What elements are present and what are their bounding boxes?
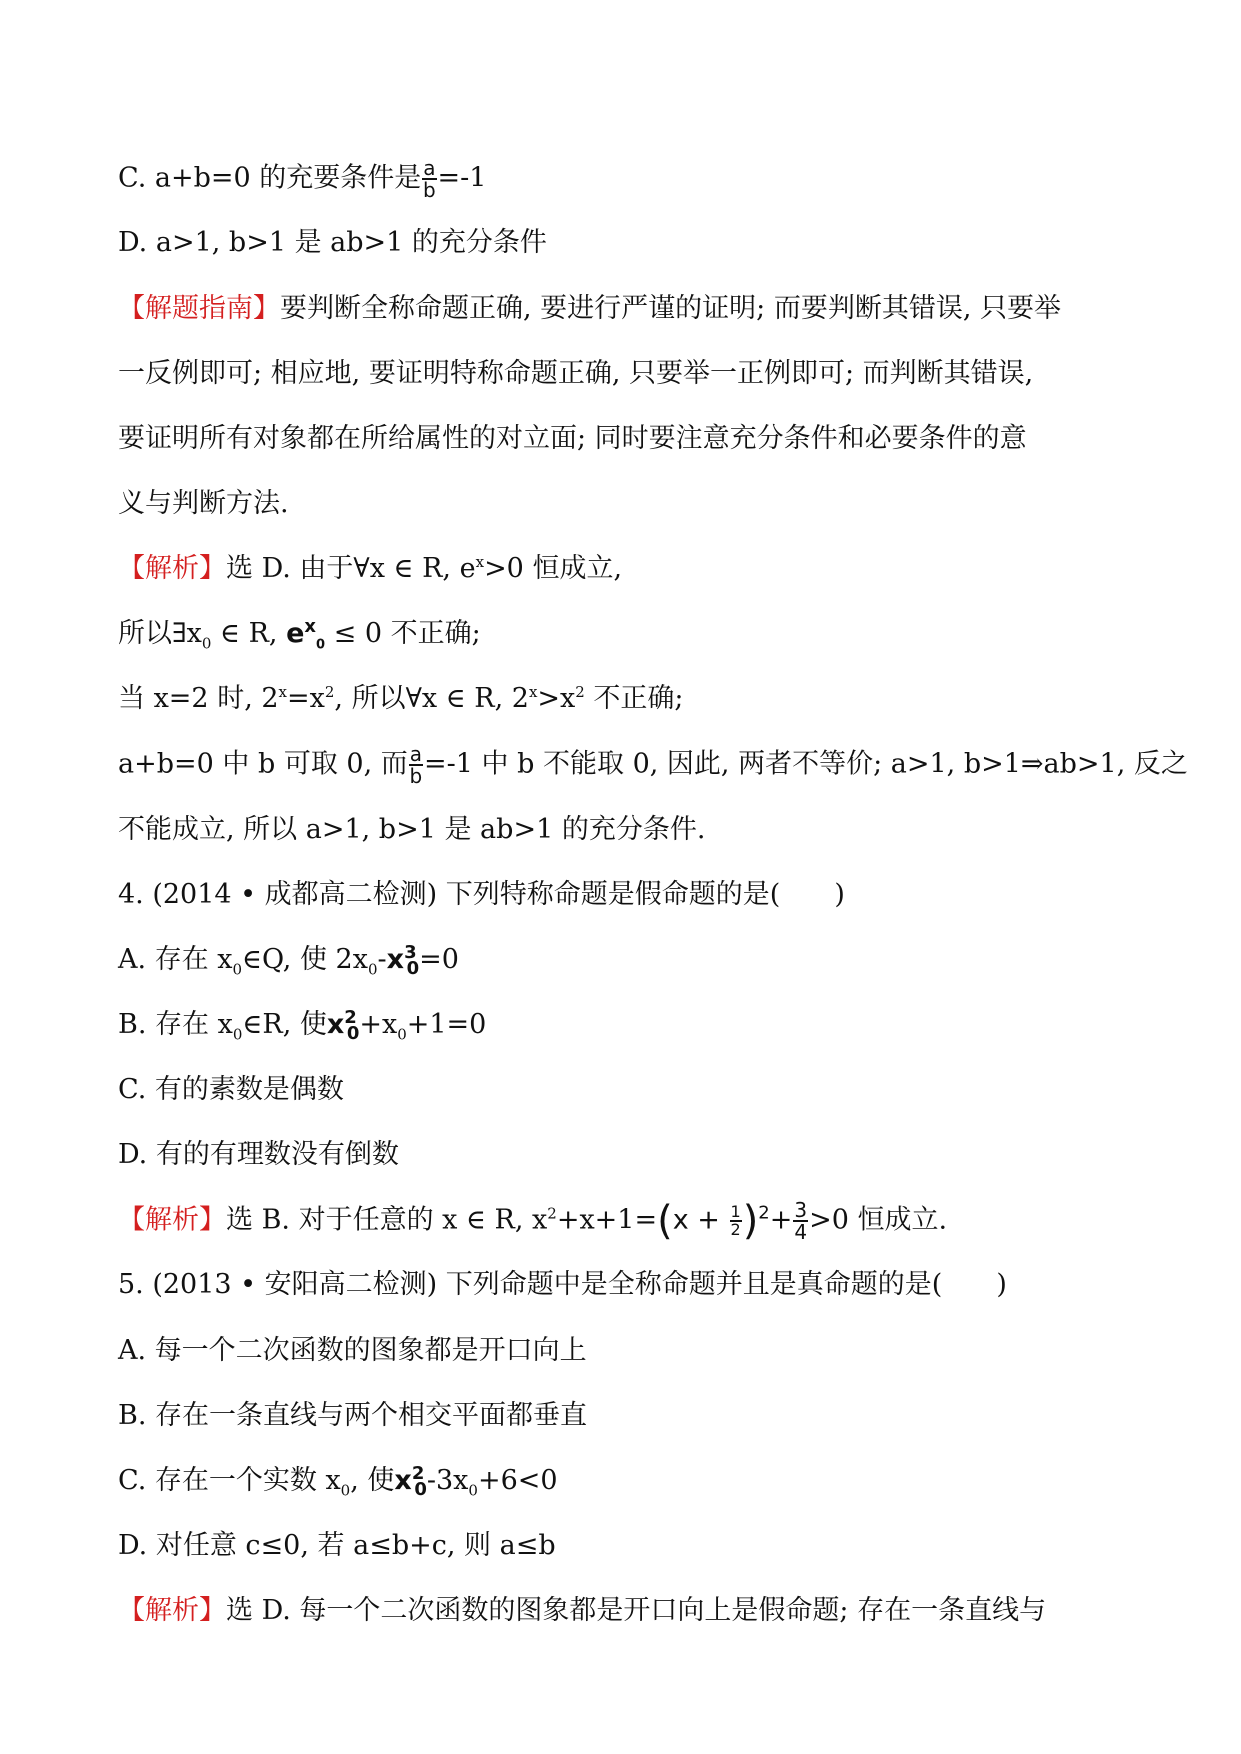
text: B. 存在 x [118,1009,233,1040]
text: >0 恒成立, [484,553,623,584]
exp-expression [286,616,326,653]
text: +x+1= [556,1204,658,1236]
numerator: 1 [730,1202,741,1221]
text: , 使 [350,1465,395,1496]
text: =-1 [437,162,487,194]
analysis-tag: 【解析】 [118,553,226,584]
subscript: 0 [340,1481,351,1500]
text: 选 D. 每一个二次函数的图象都是开口向上是假命题; 存在一条直线与 [226,1595,1047,1626]
text: C. a+b=0 的充要条件是 [118,162,422,194]
text: ≤ 0 不正确; [325,618,481,649]
text: =x [287,683,325,714]
subscript: 0 [346,1023,360,1045]
analysis-line-1 [118,549,1128,589]
text: C. 存在一个实数 x [118,1465,341,1496]
superscript: 2 [575,683,585,701]
question-4-option-a [118,940,1128,980]
superscript: x [475,553,485,571]
analysis-tag: 【解析】 [118,1204,226,1236]
subscript: 0 [201,634,212,653]
superscript: 2 [344,1007,357,1028]
left-paren: ( [657,1198,673,1244]
question-4-option-d: D. 有的有理数没有倒数 [118,1139,399,1170]
subscript: 0 [316,637,326,653]
subscript: 0 [414,1479,427,1501]
option-c-line [118,158,1128,200]
question-5-option-c [118,1461,1128,1501]
guide-line-1 [118,289,1128,329]
fraction-a-over-b [409,744,423,786]
superscript: 2 [758,1202,770,1224]
analysis-line-2 [118,614,1128,654]
text: 所以∃x [118,618,202,649]
analysis-tag: 【解析】 [118,1595,226,1626]
subscript: 0 [232,960,243,979]
text: +x [359,1009,398,1040]
text: + [769,1204,793,1236]
text: A. 存在 x [118,944,233,975]
text: ∈Q, 使 2x [242,944,368,975]
text: +6<0 [477,1465,558,1496]
superscript: 2 [324,683,335,701]
subscript: 0 [367,960,378,979]
text: 选 D. 由于∀x ∈ R, e [226,553,476,584]
superscript: 3 [404,942,417,963]
text: =0 [419,944,459,975]
fraction-one-half [730,1204,742,1238]
text: , 所以∀x ∈ R, 2 [334,683,529,714]
right-paren: ) [742,1198,759,1244]
question-5-option-b: B. 存在一条直线与两个相交平面都垂直 [118,1400,588,1431]
subscript: 0 [232,1025,243,1044]
text: a+b=0 中 b 可取 0, 而 [118,748,408,780]
option-d-line: D. a>1, b>1 是 ab>1 的充分条件 [118,227,547,258]
x0-cubed [386,942,420,980]
text: >0 恒成立. [809,1204,948,1236]
text: -3x [426,1465,469,1496]
x0-squared [394,1463,427,1501]
base: e [286,618,305,649]
analysis-line-7 [118,1591,1128,1631]
denominator: 2 [730,1220,741,1239]
base: x [386,944,405,975]
denominator: b [423,178,436,202]
text: =-1 中 b 不能取 0, 因此, 两者不等价; a>1, b>1⇒ab>1, 反之 [424,748,1188,780]
subscript: 0 [406,958,420,980]
numerator: 3 [794,1198,808,1222]
guide-line-3: 要证明所有对象都在所给属性的对立面; 同时要注意充分条件和必要条件的意 [118,423,1027,454]
text: x + [672,1204,729,1236]
text: ∈ R, [211,618,287,649]
denominator: 4 [794,1220,808,1244]
text: - [377,944,387,975]
question-5: 5. (2013 • 安阳高二检测) 下列命题中是全称命题并且是真命题的是( ) [118,1269,1007,1300]
superscript: x [304,616,317,637]
solution-guide-tag: 【解题指南】 [118,293,280,324]
denominator: b [409,764,423,788]
question-5-option-a: A. 每一个二次函数的图象都是开口向上 [118,1335,587,1366]
question-5-option-d: D. 对任意 c≤0, 若 a≤b+c, 则 a≤b [118,1530,556,1561]
analysis-line-5: 不能成立, 所以 a>1, b>1 是 ab>1 的充分条件. [118,814,706,845]
numerator: a [409,742,423,766]
text: +1=0 [406,1009,487,1040]
superscript: x [278,683,288,701]
numerator: a [423,156,436,180]
base: x [394,1465,412,1496]
base: x [326,1009,345,1040]
question-4-option-c: C. 有的素数是偶数 [118,1074,344,1105]
fraction-three-quarters [793,1200,808,1242]
question-4: 4. (2014 • 成都高二检测) 下列特称命题是假命题的是( ) [118,879,845,910]
superscript: 2 [547,1204,557,1223]
subscript: 0 [397,1025,407,1044]
x0-squared [326,1007,360,1045]
text: ∈R, 使 [242,1009,327,1040]
guide-line-4: 义与判断方法. [118,488,289,519]
text: 不正确; [584,683,684,714]
superscript: x [528,683,538,701]
analysis-line-3 [118,679,1128,719]
question-4-option-b [118,1005,1128,1045]
text: 当 x=2 时, 2 [118,683,279,714]
subscript: 0 [468,1481,478,1500]
analysis-line-4 [118,742,1188,788]
superscript: 2 [411,1463,425,1484]
text: 选 B. 对于任意的 x ∈ R, x [226,1204,548,1236]
fraction-a-over-b [422,158,436,200]
text: 要判断全称命题正确, 要进行严谨的证明; 而要判断其错误, 只要举 [280,293,1062,324]
analysis-line-6 [118,1200,1128,1242]
guide-line-2: 一反例即可; 相应地, 要证明特称命题正确, 只要举一正例即可; 而判断其错误, [118,358,1034,389]
text: >x [537,683,576,714]
